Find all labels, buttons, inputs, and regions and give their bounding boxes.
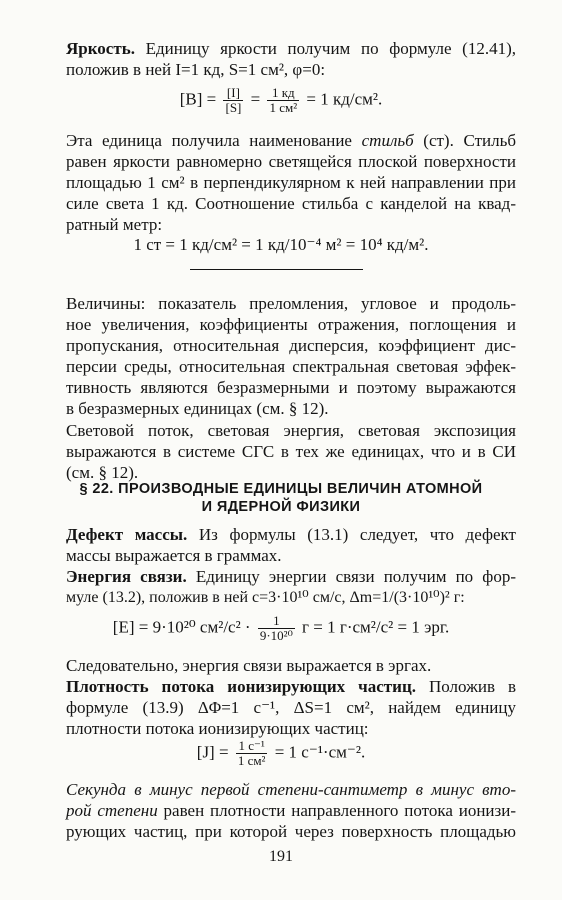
text-line: тивность являются безразмерными и поэтому выражаются	[66, 378, 516, 397]
formula-energy: [E] = 9·10²⁰ см²/с² · $\frac{1}{\text{9·10²⁰}}$ г = 1 г·см²/с² = 1 эрг.	[112, 613, 450, 643]
text-line	[66, 780, 516, 800]
formula-brightness: [B] = $\frac{[I]}{[S]}$ = $\frac{1 кд}{\text{1 см²}}$ = 1 кд/см².	[179, 85, 383, 115]
formula-flux: [J] = $\frac{\text{1 с⁻¹}}{\text{1 см²}}$ = 1 с⁻¹·см⁻².	[196, 738, 366, 768]
text-line: выражаются в системе СГС в тех же единицах, что и в СИ	[66, 442, 516, 461]
text-line: ратный метр:	[66, 215, 163, 234]
text-line: пропускания, относительная дисперсия, коэффициент дис-	[66, 336, 516, 355]
text-line: (см. § 12).	[66, 463, 139, 482]
text-line: ное увеличения, коэффициенты отражения, поглощения и	[66, 315, 516, 334]
text-line: Энергия связи. Единицу энергии связи получим по фор-	[66, 567, 516, 586]
text-line: плотности потока ионизирующих частиц:	[66, 719, 369, 738]
text-line: площадью 1 см² в перпендикулярном к ней направлении при	[66, 173, 516, 192]
fraction: $\frac{1 кд}{\text{1 см²}}$	[269, 85, 298, 115]
section-divider	[190, 269, 363, 270]
term-binding-energy: Энергия связи.	[66, 567, 187, 586]
section-heading: § 22. ПРОИЗВОДНЫЕ ЕДИНИЦЫ ВЕЛИЧИН АТОМНОЙ	[79, 481, 483, 497]
formula-stilb: 1 ст = 1 кд/см² = 1 кд/10⁻⁴ м² = 10⁴ кд/м².	[133, 235, 429, 254]
text-line: рующих частиц, при которой через поверхность площадью	[66, 822, 516, 841]
text-line: Световой поток, световая энергия, световая экспозиция	[66, 421, 516, 440]
text-line: формуле (13.9) ΔΦ=1 с⁻¹, ΔS=1 см², найдем единицу	[66, 698, 516, 717]
term-flux-density: Плотность потока ионизирующих частиц.	[66, 677, 416, 696]
text-line: силе света 1 кд. Соотношение стильба с канделой на квад-	[66, 194, 516, 213]
term-brightness: Яркость.	[66, 39, 135, 58]
text-line: в безразмерных единицах (см. § 12).	[66, 399, 329, 418]
term-stilb: стильб	[361, 131, 414, 150]
text-line: Следовательно, энергия связи выражается в эргах.	[66, 656, 432, 675]
text-line: Дефект массы. Из формулы (13.1) следует, что дефект	[66, 525, 516, 544]
text-line: равен яркости равномерно светящейся плоской поверхности	[66, 152, 516, 171]
text-line: положив в ней I=1 кд, S=1 см², φ=0:	[66, 60, 326, 79]
fraction: $\frac{1}{\text{9·10²⁰}}$	[259, 613, 293, 643]
text-line: Эта единица получила наименование стильб (ст). Стильб	[66, 131, 517, 150]
term-unit-name: Секунда в минус первой степени-сантиметр в минус вто-	[66, 780, 516, 799]
text-line: муле (13.2), положив в ней c=3·10¹⁰ см/с, Δm=1/(3·10¹⁰)² г:	[66, 589, 465, 606]
page-number: 191	[269, 848, 293, 865]
text-line: Величины: показатель преломления, угловое и продоль-	[66, 294, 516, 313]
fraction: $\frac{[I]}{[S]}$	[225, 85, 242, 115]
text-line: персии среды, относительная спектральная световая эффек-	[66, 357, 516, 376]
text-line: рой степени равен плотности направленного потока ионизи-	[66, 801, 516, 820]
text-line: Плотность потока ионизирующих частиц. Положив в	[66, 677, 516, 696]
text-line: массы выражается в граммах.	[66, 546, 282, 565]
term-mass-defect: Дефект массы.	[66, 525, 188, 544]
text-line: Яркость. Единицу яркости получим по формуле (12.41),	[66, 39, 516, 58]
fraction: $\frac{\text{1 с⁻¹}}{\text{1 см²}}$	[237, 738, 266, 768]
section-heading: И ЯДЕРНОЙ ФИЗИКИ	[201, 499, 361, 515]
